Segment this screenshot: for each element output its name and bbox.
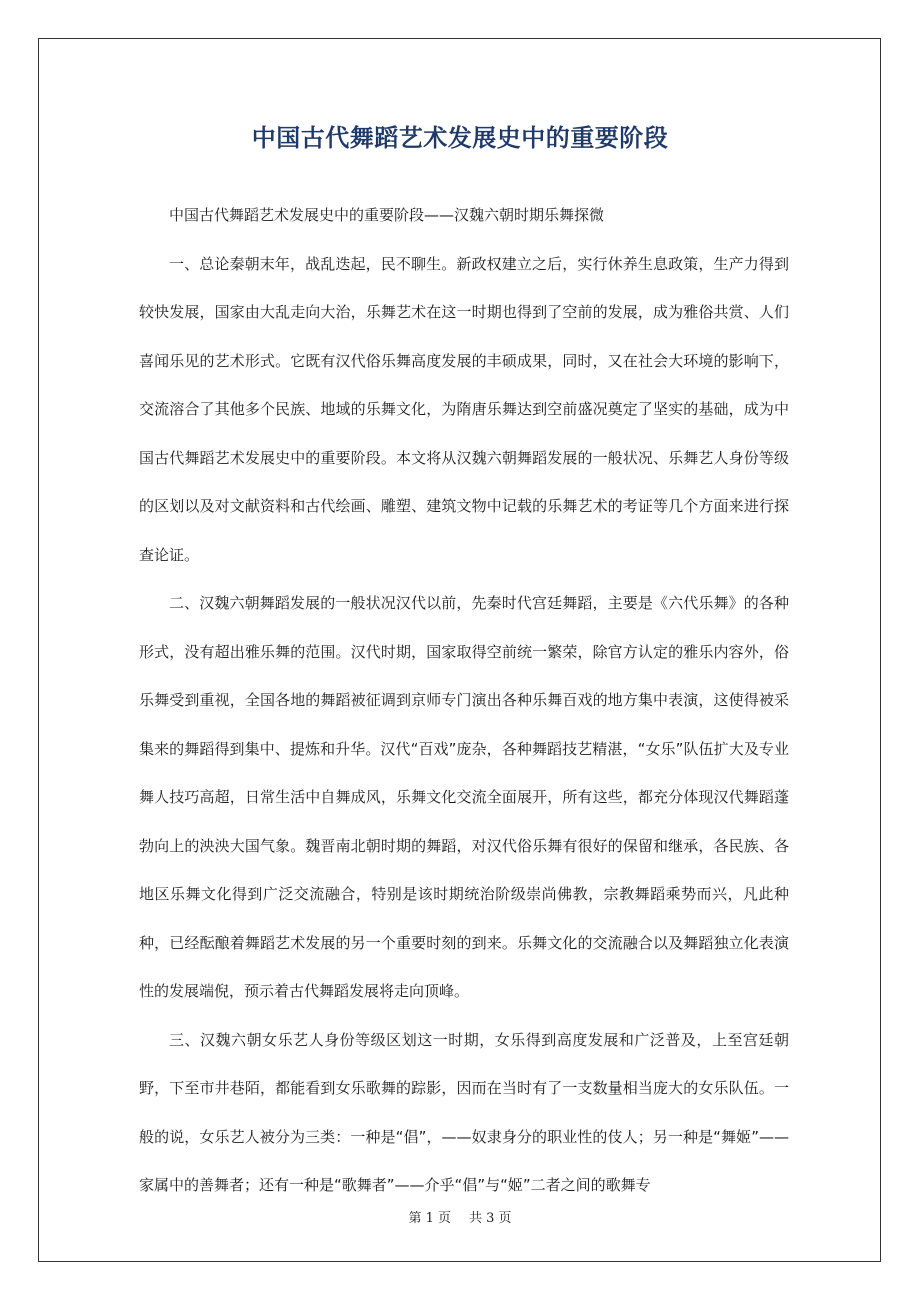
page-number: 第 1 页 bbox=[408, 1211, 451, 1226]
body-paragraph-3: 三、汉魏六朝女乐艺人身份等级区划这一时期，女乐得到高度发展和广泛普及，上至宫廷朝野，下至市井巷陌，都能看到女乐歌舞的踪影，因而在当时有了一支数量相当庞大的女乐队伍。一般的说，女乐艺人被分为三类：一种是“倡”，——奴隶身分的职业性的伎人；另一种是“舞姬”——家属中的善舞者；还有一种是“歌舞者”——介乎“倡”与“姬”二者之间的歌舞专 bbox=[139, 1030, 789, 1194]
document-body bbox=[139, 191, 789, 1210]
body-paragraph-2: 二、汉魏六朝舞蹈发展的一般状况汉代以前，先秦时代宫廷舞蹈，主要是《六代乐舞》的各种形式，没有超出雅乐舞的范围。汉代时期，国家取得空前统一繁荣，除官方认定的雅乐内容外，俗乐舞受到重视，全国各地的舞蹈被征调到京师专门演出各种乐舞百戏的地方集中表演，这使得被采集来的舞蹈得到集中、提炼和升华。汉代“百戏”庞杂，各种舞蹈技艺精湛，“女乐”队伍扩大及专业舞人技巧高超，日常生活中自舞成风，乐舞文化交流全面展开，所有这些，都充分体现汉代舞蹈蓬勃向上的泱泱大国气象。魏晋南北朝时期的舞蹈，对汉代俗乐舞有很好的保留和继承，各民族、各地区乐舞文化得到广泛交流融合，特别是该时期统治阶级崇尚佛教，宗教舞蹈乘势而兴，凡此种种，已经酝酿着舞蹈艺术发展的另一个重要时刻的到来。乐舞文化的交流融合以及舞蹈独立化表演性的发展端倪，预示着古代舞蹈发展将走向顶峰。 bbox=[139, 594, 789, 1000]
page-footer bbox=[0, 1207, 920, 1226]
body-paragraph-1: 一、总论秦朝末年，战乱迭起，民不聊生。新政权建立之后，实行休养生息政策，生产力得到较快发展，国家由大乱走向大治，乐舞艺术在这一时期也得到了空前的发展，成为雅俗共赏、人们喜闻乐见的艺术形式。它既有汉代俗乐舞高度发展的丰硕成果，同时，又在社会大环境的影响下，交流溶合了其他多个民族、地域的乐舞文化，为隋唐乐舞达到空前盛况奠定了坚实的基础，成为中国古代舞蹈艺术发展史中的重要阶段。本文将从汉魏六朝舞蹈发展的一般状况、乐舞艺人身份等级的区划以及对文献资料和古代绘画、雕塑、建筑文物中记载的乐舞艺术的考证等几个方面来进行探查论证。 bbox=[139, 254, 789, 564]
document-title: 中国古代舞蹈艺术发展史中的重要阶段 bbox=[251, 124, 669, 152]
page-total: 共 3 页 bbox=[469, 1211, 512, 1226]
subtitle-paragraph: 中国古代舞蹈艺术发展史中的重要阶段——汉魏六朝时期乐舞探微 bbox=[169, 206, 605, 224]
